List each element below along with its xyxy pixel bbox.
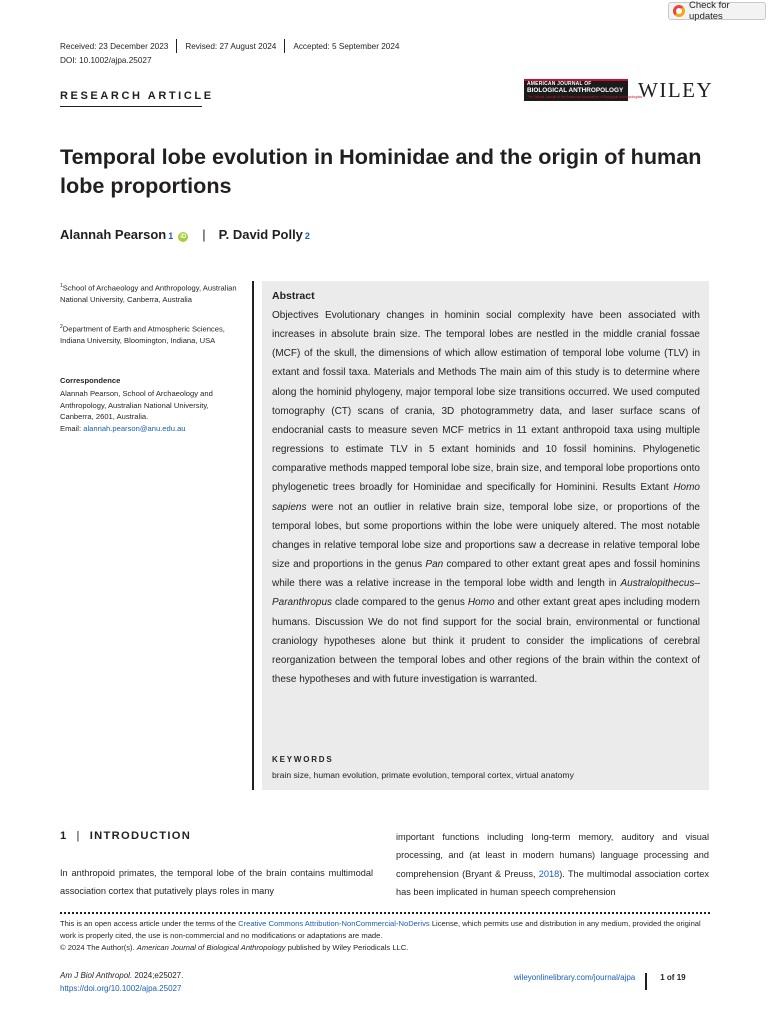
introduction-left-column: In anthropoid primates, the temporal lobe of the brain contains multimodal association cortex that putatively plays roles in many bbox=[60, 868, 373, 897]
received-date: Received: 23 December 2023 bbox=[60, 41, 169, 51]
genus-name: Homo bbox=[467, 597, 495, 609]
email-link[interactable]: alannah.pearson@anu.edu.au bbox=[83, 423, 186, 433]
correspondence-heading: Correspondence bbox=[60, 376, 121, 385]
abstract-segment: compared to other extant great apes and fossil hominins while there was a relative increase in the temporal lobe width and length in bbox=[272, 559, 700, 590]
crossmark-icon bbox=[673, 5, 685, 17]
affiliation bbox=[60, 281, 240, 306]
abstract-heading: Abstract bbox=[272, 290, 315, 302]
footer-doi-link[interactable]: https://doi.org/10.1002/ajpa.25027 bbox=[60, 984, 182, 994]
abstract-segment: clade compared to the genus bbox=[332, 597, 468, 609]
abstract-segment: Objectives Evolutionary changes in hominin social complexity have been associated with increases in absolute brain size. The temporal lobes are nestled in the middle cranial fossae (MCF) of the skull, the dimensions of which allow estimation of temporal lobe volume (TLV) in extant and fossil taxa. Materials and Methods The main aim of this study is to determine where along the hominid phylogeny, major temporal lobe size transitions occurred. We used computed tomography (CT) scans of crania, 3D photogrammetry data, and laser surface scans of endocranial casts to measure seven MCF metrics in 11 extant anthropoid taxa using multiple regressions to estimate TLV in 5 extant hominids and 10 fossil hominins. Phylogenetic comparative methods mapped temporal lobe size, brain size, and temporal lobe proportions onto phylogenetic trees broadly for Hominidae and specifically for Hominini. Results Extant bbox=[272, 310, 700, 494]
copyright-text: published by Wiley Periodicals LLC. bbox=[285, 943, 409, 953]
abstract-segment: were not an outlier in relative brain size, temporal lobe size, or proportions of the temporal lobes, but some proportions within the lobe were uniquely altered. The most notable changes in relative temporal lobe size and proportions saw a decrease in relative temporal lobe size and proportions in the genus bbox=[272, 501, 700, 571]
author-affiliation-ref[interactable]: 2 bbox=[304, 231, 310, 241]
check-for-updates-button[interactable] bbox=[668, 2, 766, 20]
article-doi: DOI: 10.1002/ajpa.25027 bbox=[60, 56, 152, 65]
copyright-journal: American Journal of Biological Anthropology bbox=[136, 943, 286, 953]
species-name: Homo sapiens bbox=[272, 482, 700, 513]
license-notice bbox=[60, 918, 710, 955]
affiliation-number: 2 bbox=[60, 324, 63, 330]
history-dates bbox=[60, 39, 399, 53]
page-number: 1 of 19 bbox=[660, 973, 686, 982]
affiliation bbox=[60, 322, 240, 347]
correspondence-body bbox=[60, 388, 242, 434]
section-title: INTRODUCTION bbox=[89, 830, 192, 842]
author-affiliation-ref[interactable]: 1 bbox=[168, 231, 174, 241]
check-for-updates-label: Check for updates bbox=[689, 0, 730, 22]
author-name[interactable]: P. David Polly bbox=[218, 227, 303, 242]
section-number: 1 bbox=[60, 830, 68, 842]
footer-volume: 2024;e25027. bbox=[132, 971, 184, 980]
keywords-list: brain size, human evolution, primate evolution, temporal cortex, virtual anatomy bbox=[272, 770, 574, 780]
revised-date: Revised: 27 August 2024 bbox=[185, 41, 277, 51]
orcid-icon[interactable]: iD bbox=[180, 234, 187, 240]
abstract-text bbox=[272, 306, 700, 689]
author-name[interactable]: Alannah Pearson bbox=[60, 227, 167, 242]
logo-line-3: The Official Journal of the American Association of Biological Anthropologists bbox=[527, 95, 643, 99]
article-type-label: RESEARCH ARTICLE bbox=[60, 90, 214, 102]
affiliation-text: School of Archaeology and Anthropology, Australian National University, Canberra, Australia bbox=[60, 283, 237, 305]
article-type-rule bbox=[60, 106, 202, 107]
journal-logo bbox=[524, 79, 643, 101]
email-label: Email: bbox=[60, 423, 82, 433]
body-text: ). The multimodal association cortex has been implicated in human speech comprehension bbox=[396, 868, 709, 897]
accepted-date: Accepted: 5 September 2024 bbox=[293, 41, 400, 51]
section-separator: | bbox=[76, 830, 81, 842]
footer-right bbox=[514, 969, 686, 986]
logo-line-1: AMERICAN JOURNAL OF bbox=[527, 81, 592, 87]
affiliation-number: 1 bbox=[60, 283, 63, 289]
footer-journal: Am J Biol Anthropol. bbox=[60, 971, 133, 980]
journal-site-link[interactable]: wileyonlinelibrary.com/journal/ajpa bbox=[514, 973, 636, 982]
author-separator: | bbox=[202, 227, 206, 242]
footer-divider bbox=[645, 973, 647, 990]
affiliation-text: Department of Earth and Atmospheric Sciences, Indiana University, Bloomington, Indiana, USA bbox=[60, 324, 225, 346]
body-text: important functions including long-term memory, auditory and visual processing, and (at least in modern humans) language processing and comprehension (Bryant & Preuss, bbox=[396, 832, 709, 879]
date-divider bbox=[284, 39, 285, 53]
date-divider bbox=[176, 39, 177, 53]
article-title: Temporal lobe evolution in Hominidae and the origin of human lobe proportions bbox=[60, 144, 702, 198]
keywords-heading: KEYWORDS bbox=[272, 755, 334, 764]
abstract-side-rule bbox=[252, 281, 254, 790]
publisher-logo: WILEY bbox=[638, 78, 714, 102]
correspondence-address: Alannah Pearson, School of Archaeology and Anthropology, Australian National University, Canberra, 2601, Australia. bbox=[60, 389, 213, 421]
license-text: License, which permits use and distribution in any medium, provided the original work is properly cited, the use is non-commercial and no modifications or adaptations are made. bbox=[60, 919, 701, 941]
copyright-text: © 2024 The Author(s). bbox=[60, 943, 137, 953]
abstract-segment: and other extant great apes including modern humans. Discussion We do not find support for the social brain, environmental or functional craniology hypotheses alone but think it prudent to consider the implications of cerebral reorganization between the temporal lobes and other regions of the brain within the context of these hypotheses and with future investigation is warranted. bbox=[272, 597, 700, 685]
citation-link[interactable]: 2018 bbox=[538, 868, 560, 879]
author-list bbox=[60, 227, 310, 243]
license-link[interactable]: Creative Commons Attribution-NonCommercial-NoDerivs bbox=[238, 919, 430, 928]
logo-line-2: BIOLOGICAL ANTHROPOLOGY bbox=[527, 87, 624, 94]
clade-name: Australopithecus–Paranthropus bbox=[272, 578, 700, 609]
genus-name: Pan bbox=[425, 559, 444, 571]
introduction-right-column bbox=[396, 828, 709, 901]
license-text: This is an open access article under the terms of the bbox=[60, 919, 239, 928]
license-divider bbox=[60, 912, 710, 914]
footer-citation bbox=[60, 969, 183, 995]
introduction-heading bbox=[60, 830, 191, 842]
